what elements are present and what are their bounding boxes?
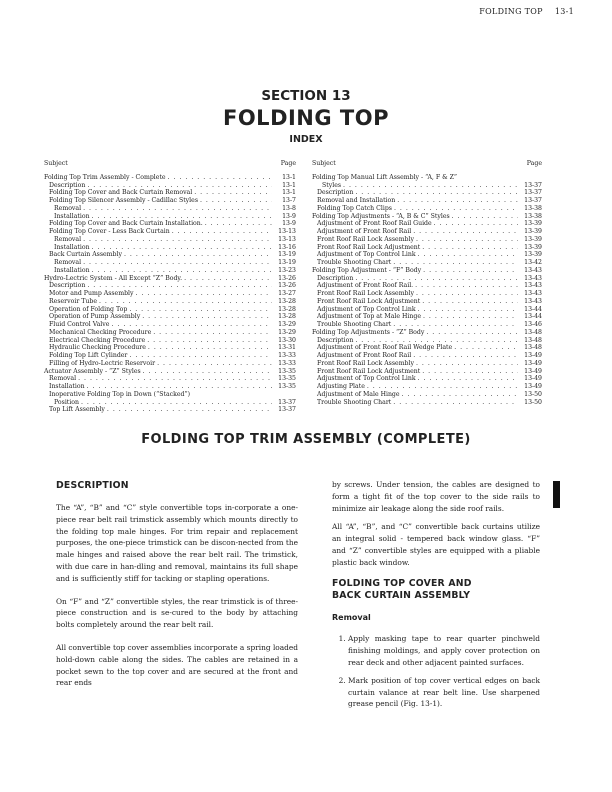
- index-entry-title: Electrical Checking Procedure: [49, 336, 146, 344]
- index-entry-title: Mechanical Checking Procedure: [49, 328, 152, 336]
- index-entry-page: 13-48: [524, 336, 542, 344]
- description-heading: DESCRIPTION: [56, 480, 129, 491]
- index-left-column: [44, 160, 296, 414]
- index-entry-title: Adjustment of Top at Male Hinge: [317, 313, 421, 321]
- index-entry-title: Folding Top Manual Lift Assembly - “A, F & Z”: [312, 173, 458, 181]
- index-entry-page: 13-35: [278, 367, 296, 375]
- dot-leader: [124, 251, 272, 259]
- index-entry-page: 13-38: [524, 204, 542, 212]
- dot-leader: [87, 383, 272, 391]
- index-entry-title: Trouble Shooting Chart: [317, 321, 392, 328]
- index-entry: [312, 197, 542, 205]
- index-entry: [44, 282, 296, 290]
- dot-leader: [172, 228, 272, 236]
- index-entry: [312, 352, 542, 360]
- index-entry-title: Removal: [54, 259, 82, 266]
- index-entry: [312, 306, 542, 314]
- main-heading: FOLDING TOP TRIM ASSEMBLY (COMPLETE): [141, 432, 471, 447]
- index-entry-title: Operation of Pump Assembly: [49, 313, 141, 321]
- index-entry: [44, 360, 296, 368]
- dot-leader: [402, 391, 518, 399]
- index-entry: [312, 383, 542, 391]
- subject-label: Subject: [44, 160, 68, 167]
- index-entry-page: 13-49: [524, 375, 542, 383]
- index-entry-page: 13-39: [524, 220, 542, 228]
- paragraph: by screws. Under tension, the cables are designed to form a tight fit of the top cover to the side rails to minimize air leakage along the side roof rails.: [332, 480, 540, 513]
- heading-line: FOLDING TOP COVER AND: [332, 577, 472, 589]
- index-entry: [44, 399, 296, 407]
- dot-leader: [78, 375, 272, 383]
- index-entry-title: Installation: [54, 243, 90, 251]
- header-page-number: 13-1: [554, 7, 574, 16]
- index-entry: [44, 329, 296, 337]
- step: 1. Apply masking tape to rear quarter pinchweld finishing moldings, and apply cover protection on rear deck and other adjacent painted surfaces.: [348, 633, 540, 668]
- page-label: Page: [526, 160, 542, 167]
- index-entry-title: Removal: [49, 375, 77, 383]
- index-entry-title: Adjustment of Front Roof Rail: [317, 228, 412, 235]
- dot-leader: [416, 236, 518, 244]
- index-entry-title: Folding Top Lift Cylinder: [49, 352, 128, 359]
- index-entry-page: 13-28: [278, 313, 296, 321]
- index-entry-title: Folding Top Cover and Back Curtain Installation.: [49, 220, 203, 228]
- right-body-column: [332, 479, 540, 716]
- index-list-left: [44, 174, 296, 414]
- index-entry: [44, 251, 296, 259]
- dot-leader: [194, 189, 272, 197]
- dot-leader: [434, 220, 518, 228]
- index-entry: [44, 189, 296, 197]
- index-entry-page: 13-44: [524, 305, 542, 313]
- index-entry: [312, 205, 542, 213]
- index-entry-title: Adjustment of Front Roof Rail: [317, 352, 412, 359]
- index-entry-title: Description: [49, 181, 86, 189]
- index-entry: [312, 220, 542, 228]
- subject-label: Subject: [312, 160, 336, 167]
- index-entry-title: Filling of Hydro-Lectric Reservoir: [49, 359, 156, 367]
- index-entry: [312, 329, 542, 337]
- index-entry: [44, 220, 296, 228]
- dot-leader: [355, 337, 518, 345]
- index-entry: [312, 267, 542, 275]
- index-entry-page: 13-48: [524, 328, 542, 336]
- dot-leader: [205, 220, 272, 228]
- index-entry-title: Adjustment of Top Control Link: [317, 375, 416, 383]
- index-entry-page: 13-37: [524, 189, 542, 197]
- index-entry-title: Top Lift Assembly: [49, 406, 105, 414]
- index-entry-title: Removal and Installation: [317, 197, 396, 204]
- index-entry-title: Actuator Assembly - “Z” Styles: [44, 367, 141, 375]
- index-entry: [44, 298, 296, 306]
- dot-leader: [394, 205, 518, 213]
- index-entry-title: Description: [317, 189, 354, 197]
- index-entry-title: Removal: [54, 204, 82, 212]
- index-entry-page: 13-13: [278, 235, 296, 243]
- index-entry: [312, 313, 542, 321]
- index-entry: [44, 352, 296, 360]
- dot-leader: [92, 244, 272, 252]
- index-entry-title: Adjusting Plate: [317, 383, 365, 390]
- index-entry-title: Folding Top Adjustment - “F” Body: [312, 266, 422, 274]
- index-entry-title: Removal: [54, 235, 82, 243]
- index-entry: [312, 375, 542, 383]
- index-entry: [312, 259, 542, 267]
- index-entry-page: 13-43: [524, 290, 542, 297]
- index-entry-title: Fluid Control Valve: [49, 321, 110, 328]
- index-right-column: [312, 160, 542, 406]
- index-entry-title: Installation: [49, 383, 85, 390]
- dot-leader: [418, 306, 518, 314]
- index-entry-title: Front Roof Rail Lock Adjustment: [317, 367, 421, 375]
- index-entry-page: 13-1: [282, 173, 296, 181]
- index-entry-title: Installation: [54, 212, 90, 220]
- index-entry: [312, 228, 542, 236]
- dot-leader: [343, 182, 518, 190]
- index-entry-title: Folding Top Silencer Assembly - Cadillac Styles: [49, 197, 198, 204]
- index-entry-title: Front Roof Rail Lock Adjustment: [317, 243, 421, 251]
- index-list-right: [312, 174, 542, 407]
- dot-leader: [92, 213, 272, 221]
- index-entry-title: Motor and Pump Assembly: [49, 290, 134, 297]
- index-entry-page: 13-29: [278, 328, 296, 336]
- dot-leader: [413, 352, 518, 360]
- dot-leader: [418, 251, 518, 259]
- dot-leader: [422, 244, 518, 252]
- index-entry-page: 13-48: [524, 344, 542, 352]
- index-entry-page: 13-31: [278, 344, 296, 352]
- index-entry: [312, 391, 542, 399]
- index-entry-title: Front Roof Rail Lock Assembly: [317, 235, 414, 243]
- index-entry-page: 13-35: [278, 375, 296, 383]
- dot-leader: [87, 182, 272, 190]
- index-entry: [312, 290, 542, 298]
- index-entry-title: Hydro-Lectric System - All Except “Z” Body.: [44, 274, 183, 282]
- dot-leader: [393, 399, 518, 407]
- index-entry: [312, 360, 542, 368]
- index-entry: [312, 368, 542, 376]
- index-entry-page: 13-37: [524, 181, 542, 189]
- index-entry-page: 13-42: [524, 259, 542, 266]
- index-entry: [44, 228, 296, 236]
- index-entry-page: 13-39: [524, 243, 542, 251]
- index-entry: [312, 298, 542, 306]
- index-entry-page: 13-26: [278, 282, 296, 290]
- index-entry: [44, 383, 296, 391]
- index-entry: [44, 406, 296, 414]
- index-entry-page: 13-33: [278, 359, 296, 367]
- index-entry-page: 13-37: [278, 406, 296, 414]
- dot-leader: [87, 282, 272, 290]
- index-entry-title: Folding Top Cover and Back Curtain Removal: [49, 189, 193, 197]
- page-label: Page: [280, 160, 296, 167]
- index-entry-title: Front Roof Rail Lock Adjustment: [317, 297, 421, 305]
- index-entry: [312, 236, 542, 244]
- index-entry-page: 13-27: [278, 290, 296, 297]
- index-entry-title: Operation of Folding Top: [49, 305, 128, 313]
- paragraph: The “A”, “B” and “C” style convertible tops in-corporate a one-piece rear belt rail trimstick assembly which mounts directly to the folding top male hinges. For trim repair and replacement purposes, the one-piece trimstick can be discon-nected from the male hinges and raised above the rear belt rail. The trimstick, with due care in han-dling and removal, maintains its full shape and is sufficiently stiff for tacking or stapling operations.: [56, 503, 298, 583]
- dot-leader: [393, 321, 518, 329]
- index-entry-page: 13-29: [278, 321, 296, 328]
- index-entry-title: Inoperative Folding Top in Down (“Stacked”): [49, 390, 191, 398]
- index-entry: [312, 344, 542, 352]
- dot-leader: [418, 375, 518, 383]
- index-entry-page: 13-28: [278, 297, 296, 305]
- dot-leader: [129, 352, 272, 360]
- paragraph: On “F” and “Z” convertible styles, the rear trimstick is of three-piece construction and is se-cured to the body by attaching bolts completely around the rear belt rail.: [56, 596, 298, 630]
- index-entry: [312, 275, 542, 283]
- index-entry: [312, 251, 542, 259]
- index-entry: [44, 259, 296, 267]
- index-entry: [44, 375, 296, 383]
- index-entry-page: 13-39: [524, 251, 542, 259]
- index-entry-page: 13-30: [278, 336, 296, 344]
- dot-leader: [148, 344, 272, 352]
- dot-leader: [413, 228, 518, 236]
- index-entry-page: 13-26: [278, 274, 296, 282]
- index-entry-title: Folding Top Trim Assembly - Complete: [44, 173, 166, 181]
- dot-leader: [83, 205, 272, 213]
- dot-leader: [416, 290, 518, 298]
- index-entry-title: Adjustment of Male Hinge: [317, 390, 400, 398]
- dot-leader: [168, 174, 272, 182]
- dot-leader: [111, 321, 272, 329]
- dot-leader: [426, 329, 518, 337]
- index-entry-title: Folding Top Catch Clips: [317, 204, 392, 212]
- index-entry: [312, 399, 542, 407]
- index-entry: [44, 313, 296, 321]
- index-entry-title: Installation: [54, 266, 90, 274]
- index-entry: [44, 236, 296, 244]
- index-entry-title: Position: [54, 398, 79, 406]
- index-entry: [44, 290, 296, 298]
- index-entry-title: Front Roof Rail Lock Assembly: [317, 290, 414, 297]
- index-entry-page: 13-19: [278, 251, 296, 259]
- running-header: [467, 7, 574, 16]
- dot-leader: [184, 275, 272, 283]
- index-entry-page: 13-39: [524, 228, 542, 235]
- index-entry-title: Trouble Shooting Chart: [317, 398, 392, 406]
- dot-leader: [129, 306, 272, 314]
- index-entry: [44, 391, 296, 399]
- dot-leader: [92, 267, 272, 275]
- dot-leader: [397, 197, 518, 205]
- index-entry-title: Adjustment of Front Roof Rail.: [317, 282, 414, 290]
- index-entry: [44, 368, 296, 376]
- index-entry-title: Styles: [322, 181, 342, 189]
- index-entry-title: Reservoir Tube: [49, 297, 97, 305]
- heading-line: BACK CURTAIN ASSEMBLY: [332, 589, 471, 601]
- index-entry-page: 13-1: [282, 181, 296, 189]
- index-entry-page: 13-9: [282, 212, 296, 220]
- index-entry-title: Folding Top Adjustments - “Z” Body: [312, 328, 425, 336]
- index-entry-page: 13-33: [278, 352, 296, 359]
- dot-leader: [367, 383, 518, 391]
- index-entry-page: 13-9: [282, 220, 296, 228]
- index-entry-page: 13-8: [282, 204, 296, 212]
- index-entry: [312, 321, 542, 329]
- dot-leader: [157, 360, 272, 368]
- index-entry-title: Front Roof Rail Lock Assembly: [317, 359, 414, 367]
- index-entry-title: Adjustment of Top Control Link: [317, 251, 416, 259]
- index-entry: [44, 267, 296, 275]
- removal-subheading: Removal: [332, 612, 371, 622]
- index-entry-title: Description: [49, 282, 86, 290]
- dot-leader: [83, 259, 272, 267]
- dot-leader: [143, 368, 272, 376]
- index-entry-page: 13-49: [524, 359, 542, 367]
- index-entry-title: Back Curtain Assembly: [49, 251, 122, 259]
- index-entry-title: Trouble Shooting Chart: [317, 259, 392, 266]
- dot-leader: [142, 313, 272, 321]
- index-entry-page: 13-43: [524, 266, 542, 274]
- index-entry: [44, 275, 296, 283]
- dot-leader: [99, 298, 272, 306]
- index-entry: [44, 197, 296, 205]
- index-entry: [312, 244, 542, 252]
- index-entry-title: Adjustment of Top Control Link: [317, 305, 416, 313]
- dot-leader: [454, 344, 518, 352]
- paragraph: All “A”, “B”, and “C” convertible back curtains utilize an integral solid - tempered back window glass. “F” and “Z” convertible styles are equipped with a pliable plastic back window.: [332, 522, 540, 567]
- dot-leader: [107, 406, 272, 414]
- dot-leader: [415, 282, 518, 290]
- section-number: SECTION 13: [261, 88, 351, 104]
- margin-marker-bar: [553, 481, 560, 508]
- dot-leader: [81, 399, 272, 407]
- dot-leader: [355, 189, 518, 197]
- index-entry-title: Folding Top Adjustments - “A, B & C” Styles: [312, 212, 450, 220]
- index-entry: [312, 282, 542, 290]
- index-entry: [44, 337, 296, 345]
- index-entry-page: 13-23: [278, 266, 296, 274]
- index-entry-page: 13-16: [278, 243, 296, 251]
- dot-leader: [136, 290, 272, 298]
- dot-leader: [153, 329, 272, 337]
- paragraph: All convertible top cover assemblies incorporate a spring loaded hold-down cable along the sides. The cables are retained in a pocket sewn to the top cover and are secured at the front and rear ends: [56, 642, 298, 688]
- index-entry-page: 13-19: [278, 259, 296, 266]
- dot-leader: [355, 275, 518, 283]
- index-entry-page: 13-50: [524, 398, 542, 406]
- dot-leader: [423, 267, 518, 275]
- index-entry: [44, 182, 296, 190]
- index-entry-page: 13-28: [278, 305, 296, 313]
- index-entry-page: 13-38: [524, 212, 542, 220]
- index-entry-page: 13-43: [524, 297, 542, 305]
- dot-leader: [393, 259, 518, 267]
- dot-leader: [423, 313, 518, 321]
- header-title: FOLDING TOP: [479, 7, 543, 16]
- index-entry-page: 13-46: [524, 321, 542, 328]
- index-entry-title: Adjustment of Front Roof Rail Wedge Plate: [317, 344, 453, 352]
- page-title: FOLDING TOP: [222, 106, 389, 130]
- dot-leader: [416, 360, 518, 368]
- index-entry: [312, 174, 542, 182]
- index-entry: [44, 244, 296, 252]
- dot-leader: [422, 298, 518, 306]
- index-entry: [312, 182, 542, 190]
- index-entry: [312, 213, 542, 221]
- index-entry-title: Folding Top Cover - Less Back Curtain: [49, 228, 170, 235]
- index-entry-title: Description: [317, 336, 354, 344]
- index-entry: [44, 174, 296, 182]
- dot-leader: [422, 368, 518, 376]
- dot-leader: [83, 236, 272, 244]
- index-entry-page: 13-43: [524, 274, 542, 282]
- index-entry: [44, 306, 296, 314]
- index-entry-page: 13-44: [524, 313, 542, 321]
- index-entry-page: 13-49: [524, 383, 542, 390]
- index-entry-title: Hydraulic Checking Procedure: [49, 344, 146, 352]
- removal-steps: [332, 633, 540, 710]
- index-entry-page: 13-49: [524, 367, 542, 375]
- index-entry-page: 13-50: [524, 390, 542, 398]
- index-entry: [44, 344, 296, 352]
- left-body-column: [56, 480, 298, 700]
- index-heading: INDEX: [289, 134, 323, 145]
- index-entry: [44, 205, 296, 213]
- index-entry-page: 13-1: [282, 189, 296, 197]
- index-entry: [44, 213, 296, 221]
- cover-section-heading: [332, 578, 540, 602]
- dot-leader: [452, 213, 518, 221]
- index-entry-title: Adjustment of Front Roof Rail Guide: [317, 220, 432, 228]
- index-entry-page: 13-35: [278, 383, 296, 390]
- index-entry: [312, 189, 542, 197]
- dot-leader: [200, 197, 272, 205]
- index-entry-page: 13-39: [524, 235, 542, 243]
- index-entry: [44, 321, 296, 329]
- index-entry-page: 13-49: [524, 352, 542, 359]
- step: 2. Mark position of top cover vertical edges on back curtain valance at rear belt line. Use sharpened grease pencil (Fig. 13-1).: [348, 675, 540, 710]
- index-entry-page: 13-37: [278, 398, 296, 406]
- index-entry: [312, 337, 542, 345]
- index-entry-page: 13-7: [282, 197, 296, 204]
- index-entry-title: Description: [317, 274, 354, 282]
- index-entry-page: 13-43: [524, 282, 542, 290]
- index-entry-page: 13-13: [278, 228, 296, 235]
- index-entry-page: 13-37: [524, 197, 542, 204]
- dot-leader: [147, 337, 272, 345]
